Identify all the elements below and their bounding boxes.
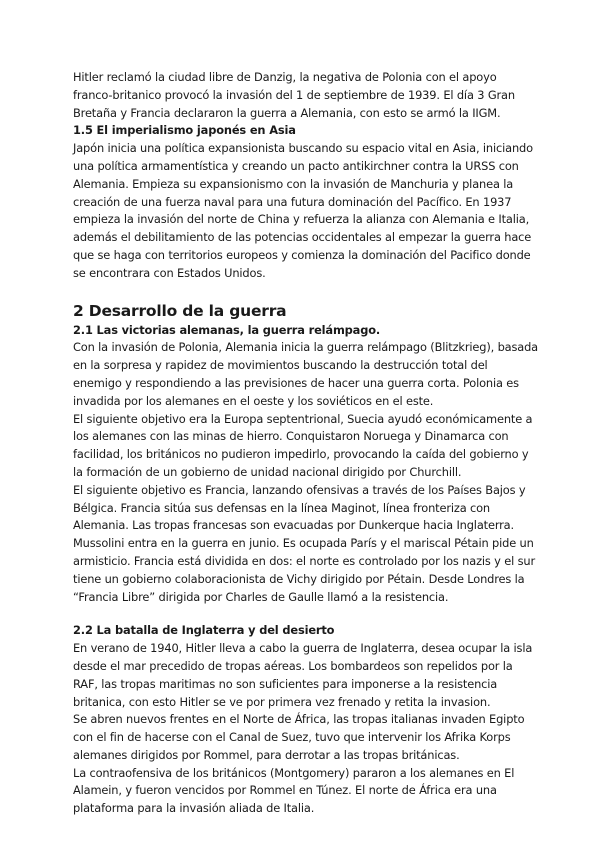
section-2-2-paragraph-1: En verano de 1940, Hitler lleva a cabo la guerra de Inglaterra, desea ocupar la isla desde el mar precedido de tropas aéreas. Los bombardeos son repelidos por la RAF, las tropas maritimas no son suficientes para imponerse a la resistencia britanica, con esto Hitler se ve por primera vez frenado y retita la invasion. (73, 641, 533, 709)
section-2-2-heading: 2.2 La batalla de Inglaterra y del desierto (73, 623, 335, 638)
section-2-1-paragraph-2: El siguiente objetivo era la Europa septentrional, Suecia ayudó económicamente a los alemanes con las minas de hierro. Conquistaron Noruega y Dinamarca con facilidad, los británicos no pudieron impedirlo, provocando la caída del gobierno y la formación de un gobierno de unidad nacional dirigido por Churchill. (73, 411, 533, 479)
section-2-1-paragraph-3: El siguiente objetivo es Francia, lanzando ofensivas a través de los Países Bajos y Bélgica. Francia sitúa sus defensas en la línea Maginot, línea fronteriza con Alemania. Las tropas francesas son evacuadas por Dunkerque hacia Inglaterra. Mussolini entra en la guerra en junio. Es ocupada París y el mariscal Pétain pide un armisticio. Francia está dividida en dos: el norte es controlado por los nazis y el sur tiene un gobierno colaboracionista de Vichy dirigido por Pétain. Desde Londres la “Francia Libre” dirigida por Charles de Gaulle llamó a la resistencia. (73, 482, 535, 604)
section-2-heading: 2 Desarrollo de la guerra (73, 301, 287, 320)
intro-paragraph: Hitler reclamó la ciudad libre de Danzig, la negativa de Polonia con el apoyo franco-britanico provocó la invasión del 1 de septiembre de 1939. El día 3 Gran Bretaña y Francia declararon la guerra a Alemania, con esto se armó la IIGM. (73, 70, 515, 120)
section-spacer (73, 283, 538, 301)
section-2-1-paragraph-1: Con la invasión de Polonia, Alemania inicia la guerra relámpago (Blitzkrieg), basada en la sorpresa y rapidez de movimientos buscando la destrucción total del enemigo y respondiendo a las previsiones de hacer una guerra corta. Polonia es invadida por los alemanes en el oeste y los soviéticos en el este. (73, 340, 539, 408)
section-1-5-heading: 1.5 El imperialismo japonés en Asia (73, 123, 296, 138)
document-page (73, 69, 538, 818)
section-2-2-paragraph-2: Se abren nuevos frentes en el Norte de África, las tropas italianas invaden Egipto con el fin de hacerse con el Canal de Suez, tuvo que intervenir los Afrika Korps alemanes dirigidos por Rommel, para derrotar a las tropas británicas. (73, 712, 525, 762)
section-1-5-paragraph: Japón inicia una política expansionista buscando su espacio vital en Asia, iniciando una política armamentística y creando un pacto antikirchner contra la URSS con Alemania. Empieza su expansionismo con la invasión de Manchuria y planea la creación de una fuerza naval para una futura dominación del Pacífico. En 1937 empieza la invasión del norte de China y refuerza la alianza con Alemania e Italia, además el debilitamiento de las potencias occidentales al empezar la guerra hace que se haga con territorios europeos y comienza la dominación del Pacifico donde se encontrara con Estados Unidos. (73, 141, 533, 280)
section-2-1-heading: 2.1 Las victorias alemanas, la guerra relámpago. (73, 322, 381, 337)
section-spacer (73, 606, 538, 622)
section-2-2-paragraph-3: La contraofensiva de los británicos (Montgomery) pararon a los alemanes en El Alamein, y fueron vencidos por Rommel en Túnez. El norte de África era una plataforma para la invasión aliada de Italia. (73, 765, 515, 816)
